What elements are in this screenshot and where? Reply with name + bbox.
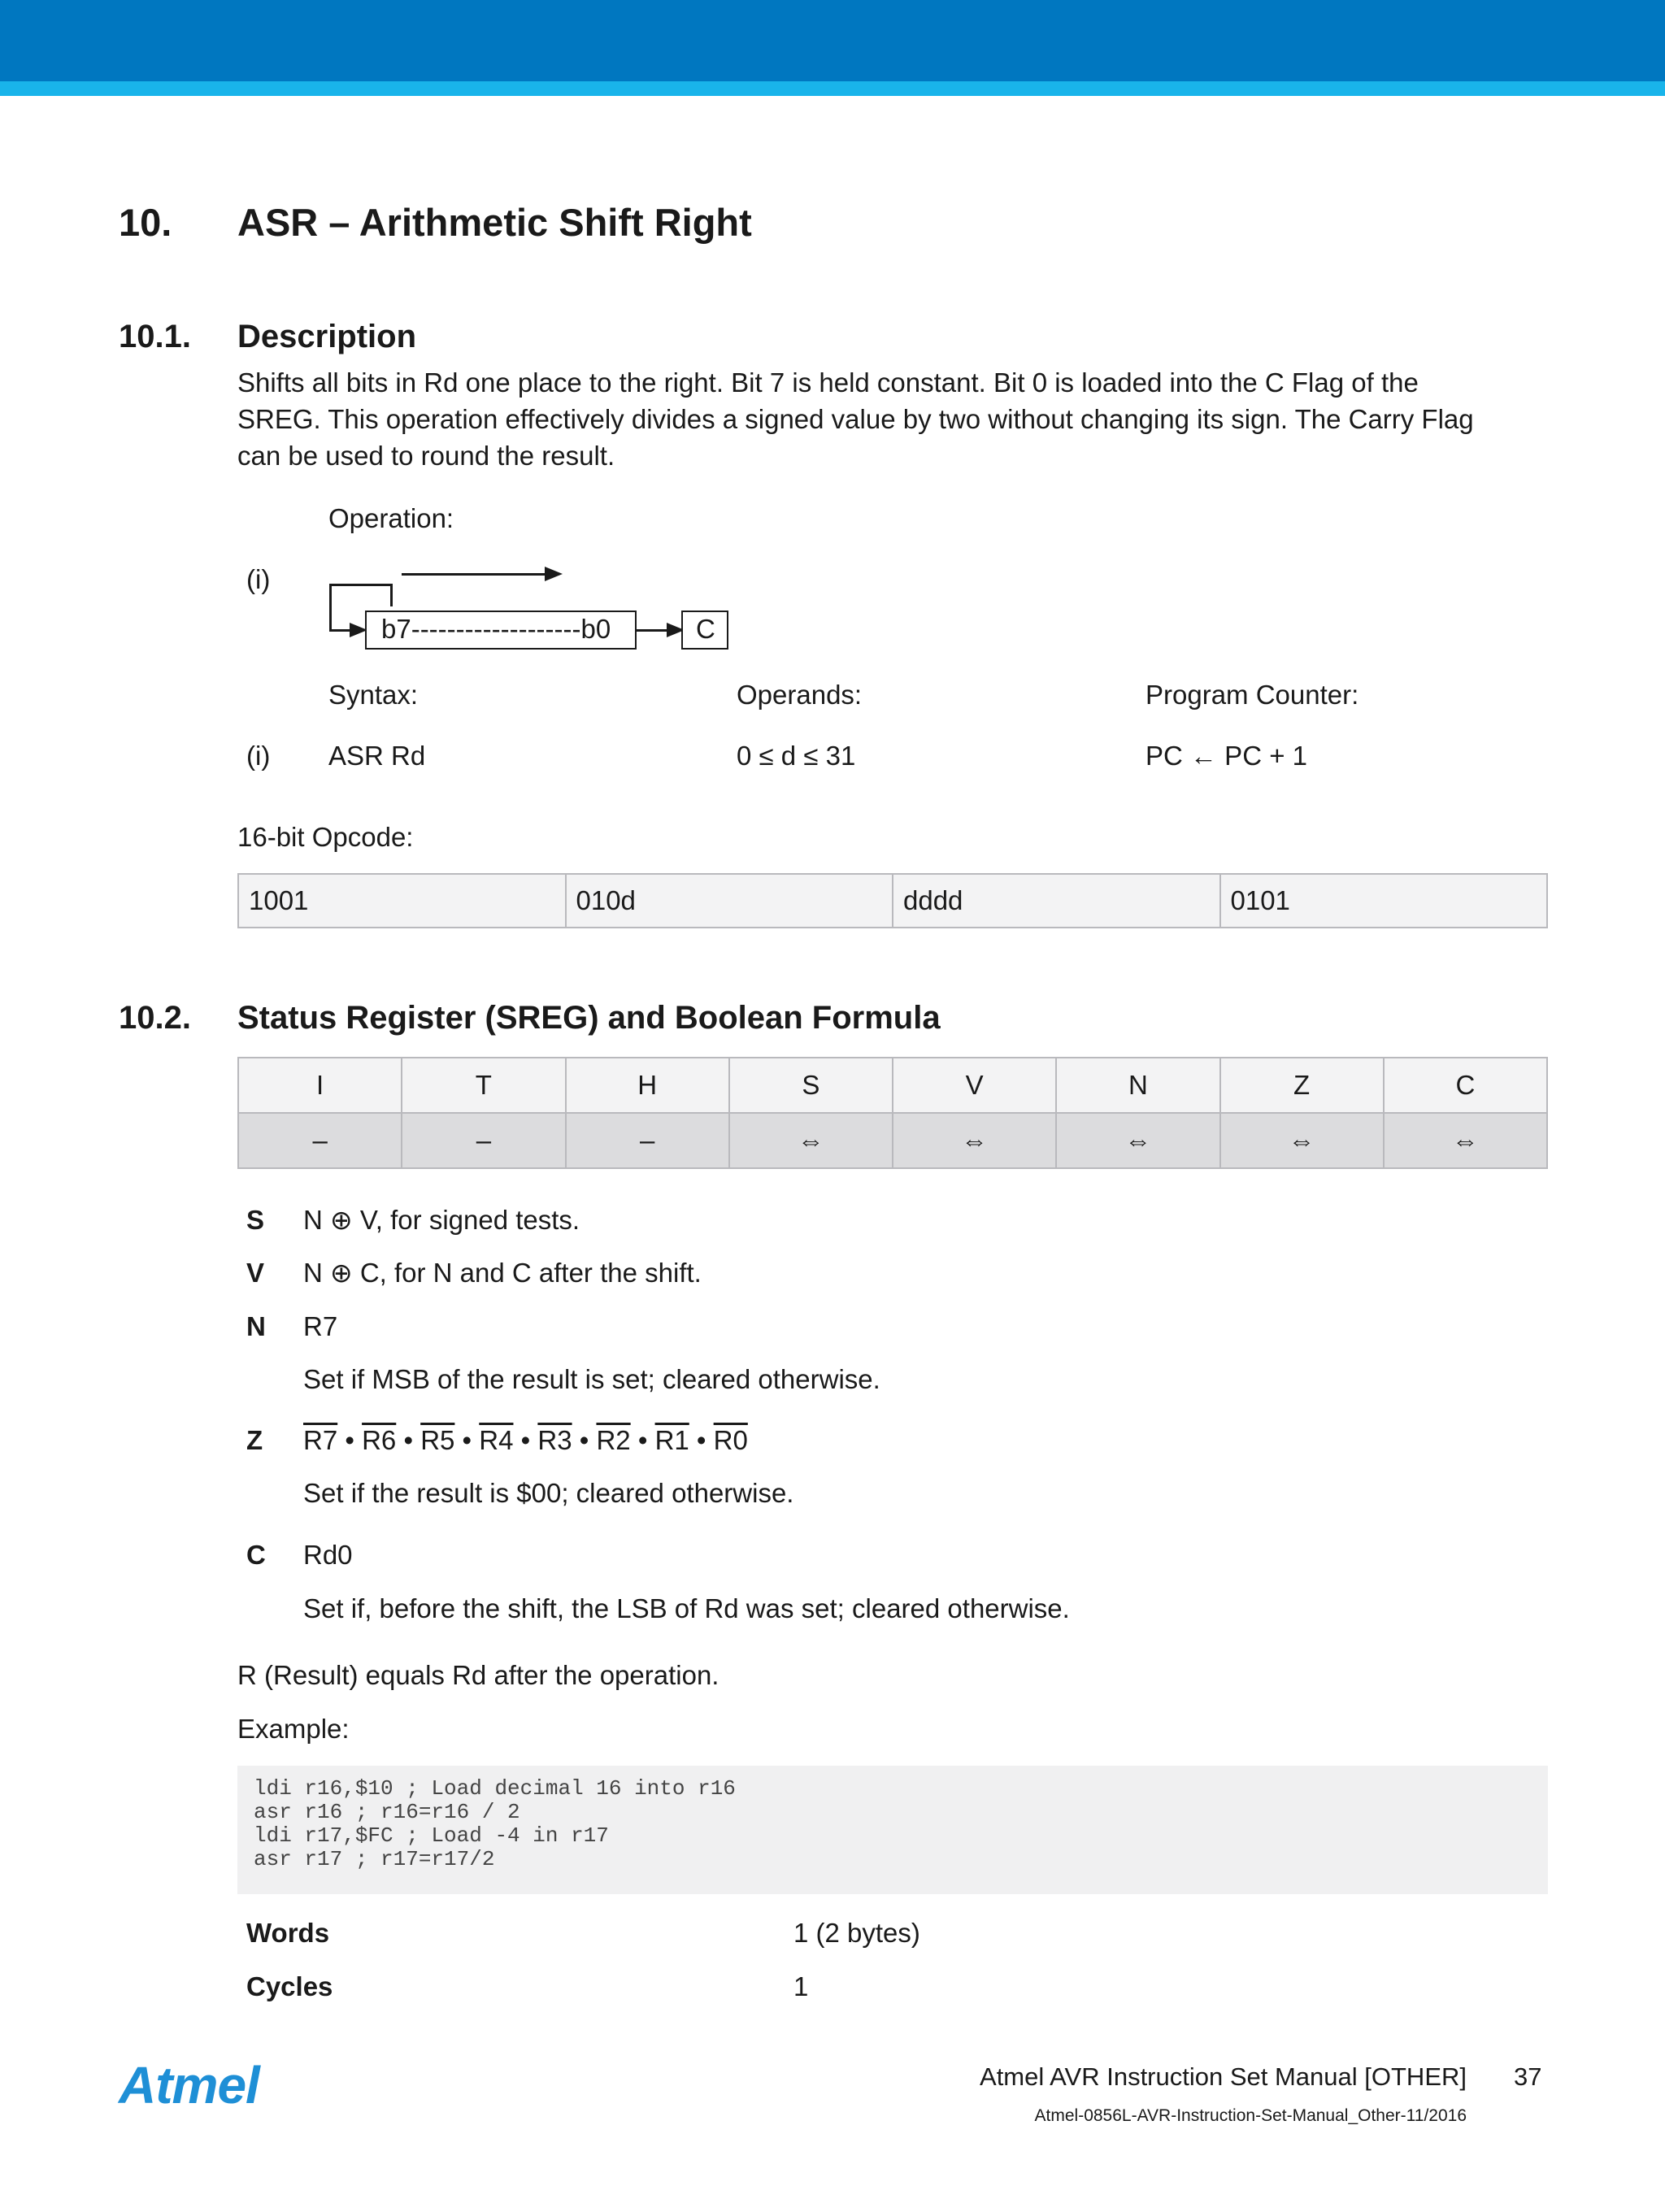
operation-label: Operation: bbox=[328, 503, 454, 533]
example-label: Example: bbox=[237, 1714, 350, 1744]
program-counter-value: PC ← PC + 1 bbox=[1146, 741, 1307, 771]
sreg-flag: Z bbox=[1221, 1058, 1385, 1112]
cycles-value: 1 bbox=[793, 1971, 809, 2001]
sreg-header-row bbox=[239, 1058, 1546, 1114]
opcode-cell: dddd bbox=[893, 875, 1221, 927]
opcode-label: 16-bit Opcode: bbox=[237, 822, 414, 852]
header-stripe bbox=[0, 81, 1665, 96]
formula-z-note: Set if the result is $00; cleared otherwise. bbox=[303, 1478, 794, 1508]
description-line: can be used to round the result. bbox=[237, 441, 615, 471]
program-counter-label: Program Counter: bbox=[1146, 680, 1359, 710]
loop-line-bottom bbox=[329, 629, 352, 632]
words-label: Words bbox=[246, 1918, 330, 1948]
sreg-flag: C bbox=[1455, 1070, 1476, 1100]
header-bar bbox=[0, 0, 1665, 81]
formula-flag-z: Z bbox=[246, 1425, 263, 1455]
code-line: asr r17 ; r17=r17/2 bbox=[254, 1847, 495, 1871]
description-text bbox=[237, 364, 1571, 474]
opcode-cell: 0101 bbox=[1230, 885, 1290, 915]
z-separator: • bbox=[520, 1425, 531, 1455]
z-term: R4 bbox=[479, 1425, 514, 1455]
syntax-index: (i) bbox=[246, 741, 271, 771]
syntax-label: Syntax: bbox=[328, 680, 419, 710]
sreg-value: – bbox=[239, 1114, 402, 1167]
sreg-value: ⇔ bbox=[893, 1114, 1057, 1167]
sreg-number: 10.2. bbox=[119, 1000, 191, 1036]
direction-arrow-icon bbox=[545, 567, 563, 581]
sreg-value: – bbox=[402, 1114, 566, 1167]
formula-flag-n: N bbox=[246, 1311, 266, 1341]
z-term: R0 bbox=[713, 1425, 748, 1455]
subsection-number: 10.1. bbox=[119, 319, 191, 354]
formula-n: R7 bbox=[303, 1311, 338, 1341]
direction-line bbox=[402, 573, 548, 576]
sreg-flag: V bbox=[893, 1058, 1057, 1112]
code-example bbox=[237, 1766, 1548, 1894]
footer-page-number: 37 bbox=[1514, 2062, 1542, 2091]
loop-line-left bbox=[329, 584, 332, 630]
sreg-flag: I bbox=[239, 1058, 402, 1112]
sreg-value: ⇔ bbox=[1057, 1114, 1220, 1167]
sreg-heading: Status Register (SREG) and Boolean Formula bbox=[237, 1000, 941, 1036]
z-separator: • bbox=[579, 1425, 589, 1455]
cycles-label: Cycles bbox=[246, 1971, 333, 2001]
sreg-flag: H bbox=[567, 1058, 730, 1112]
words-value: 1 (2 bytes) bbox=[793, 1918, 920, 1948]
operands-label: Operands: bbox=[737, 680, 863, 710]
z-separator: • bbox=[696, 1425, 706, 1455]
sreg-value: ⇔ bbox=[1221, 1114, 1385, 1167]
z-term: R2 bbox=[596, 1425, 631, 1455]
shift-diagram bbox=[325, 561, 732, 658]
z-term: R1 bbox=[654, 1425, 689, 1455]
sreg-value-row bbox=[239, 1114, 1546, 1167]
formula-c: Rd0 bbox=[303, 1540, 353, 1570]
operation-index: (i) bbox=[246, 564, 271, 594]
carry-line bbox=[637, 629, 669, 632]
z-separator: • bbox=[345, 1425, 354, 1455]
z-separator: • bbox=[637, 1425, 648, 1455]
code-line: ldi r16,$10 ; Load decimal 16 into r16 bbox=[254, 1776, 736, 1801]
sreg-value: ⇔ bbox=[730, 1114, 893, 1167]
z-term: R5 bbox=[420, 1425, 455, 1455]
footer-manual-title: Atmel AVR Instruction Set Manual [OTHER] bbox=[980, 2062, 1467, 2091]
description-line: SREG. This operation effectively divides a signed value by two without changing its sign. The Carry Flag bbox=[237, 404, 1474, 434]
z-term: R3 bbox=[537, 1425, 572, 1455]
formula-s: N ⊕ V, for signed tests. bbox=[303, 1205, 580, 1235]
formula-v: N ⊕ C, for N and C after the shift. bbox=[303, 1258, 702, 1288]
code-line: ldi r17,$FC ; Load -4 in r17 bbox=[254, 1823, 609, 1848]
subsection-heading: Description bbox=[237, 319, 417, 354]
atmel-logo: Atmel bbox=[119, 2056, 259, 2114]
sreg-flag: T bbox=[402, 1058, 566, 1112]
opcode-table bbox=[237, 873, 1548, 928]
formula-z bbox=[303, 1422, 748, 1458]
z-separator: • bbox=[462, 1425, 472, 1455]
sreg-value: ⇔ bbox=[1451, 1125, 1479, 1155]
formula-flag-c: C bbox=[246, 1540, 266, 1570]
opcode-cell: 1001 bbox=[239, 875, 567, 927]
footer-doc-id: Atmel-0856L-AVR-Instruction-Set-Manual_Other-11/2016 bbox=[1034, 2106, 1467, 2125]
operands-value: 0 ≤ d ≤ 31 bbox=[737, 741, 856, 771]
z-separator: • bbox=[403, 1425, 414, 1455]
description-line: Shifts all bits in Rd one place to the right. Bit 7 is held constant. Bit 0 is loaded into the C Flag of the bbox=[237, 367, 1419, 398]
syntax-value: ASR Rd bbox=[328, 741, 426, 771]
carry-box: C bbox=[681, 611, 728, 650]
section-title: ASR – Arithmetic Shift Right bbox=[237, 201, 752, 244]
section-number: 10. bbox=[119, 201, 172, 244]
formula-flag-s: S bbox=[246, 1205, 265, 1235]
result-note: R (Result) equals Rd after the operation. bbox=[237, 1660, 719, 1690]
sreg-flag: N bbox=[1057, 1058, 1220, 1112]
formula-c-note: Set if, before the shift, the LSB of Rd was set; cleared otherwise. bbox=[303, 1593, 1070, 1623]
z-term: R7 bbox=[303, 1425, 338, 1455]
formula-flag-v: V bbox=[246, 1258, 265, 1288]
register-box: b7-------------------b0 bbox=[365, 611, 637, 650]
opcode-cell: 010d bbox=[567, 875, 894, 927]
loop-line-top bbox=[329, 584, 393, 586]
z-term: R6 bbox=[362, 1425, 397, 1455]
code-line: asr r16 ; r16=r16 / 2 bbox=[254, 1800, 520, 1824]
sreg-value: – bbox=[567, 1114, 730, 1167]
sreg-flag: S bbox=[730, 1058, 893, 1112]
sreg-table bbox=[237, 1057, 1548, 1169]
loop-line-right bbox=[390, 584, 393, 606]
formula-n-note: Set if MSB of the result is set; cleared otherwise. bbox=[303, 1364, 880, 1394]
